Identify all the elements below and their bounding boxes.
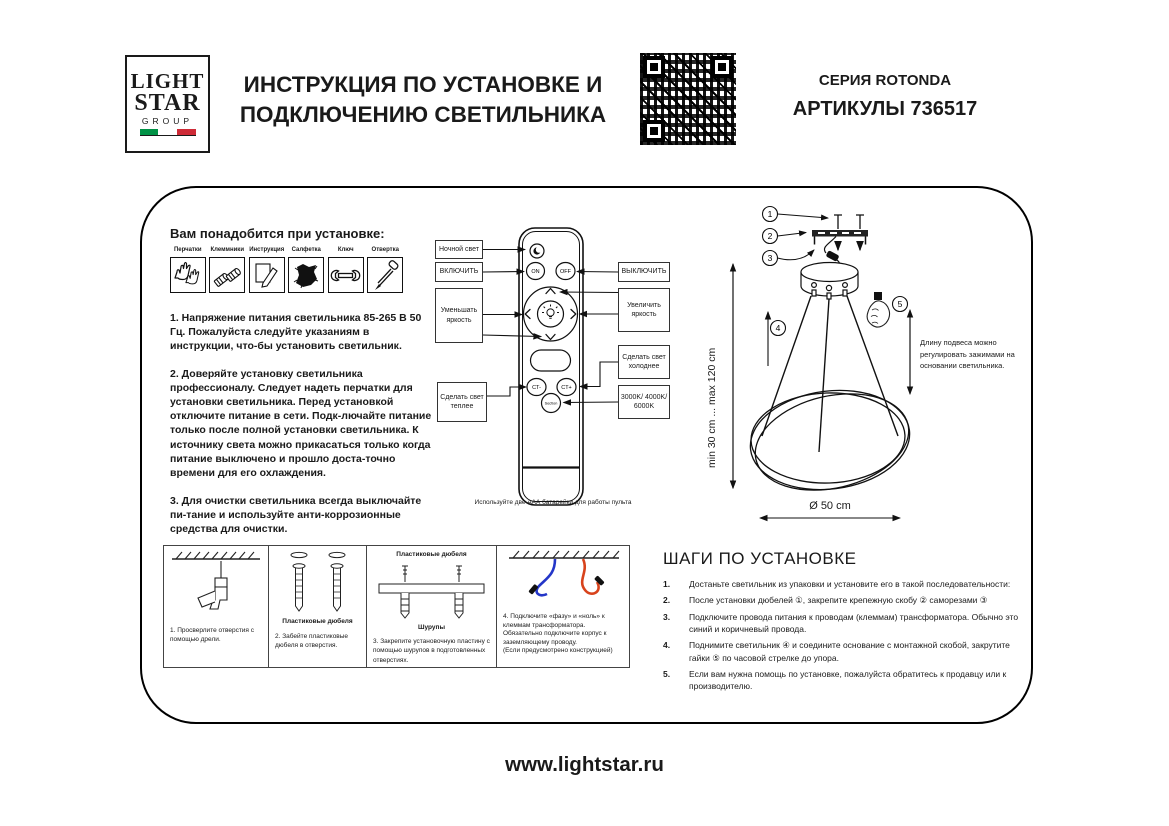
step-text: Достаньте светильник из упаковки и установите его в такой последовательности: <box>689 579 1011 589</box>
dowels-label-top: Пластиковые дюбеля <box>396 551 467 558</box>
logo-text: STAR <box>134 89 201 116</box>
tool-label: Инструкция <box>249 247 285 253</box>
tool-instruction <box>247 247 287 293</box>
callout-leaders <box>778 214 829 260</box>
label-warmer-light: Сделать свет теплее <box>437 382 487 422</box>
rotonda-ring <box>745 380 919 505</box>
wrench-icon <box>329 259 362 292</box>
canopy-base <box>801 263 858 300</box>
step-text: Если вам нужна помощь по установке, пожалуйста обратитесь к продавцу или к производителю. <box>689 668 1007 692</box>
panel-drill <box>163 545 269 668</box>
panel-wiring <box>496 545 630 668</box>
tool-screwdriver <box>366 247 406 293</box>
diameter-label: Ø 50 cm <box>809 500 851 512</box>
hand-with-clamp-icon <box>867 292 889 327</box>
tools-heading: Вам понадобится при установке: <box>170 226 385 241</box>
height-range-label: min 30 cm ... max 120 cm <box>706 347 718 468</box>
adjustment-note: Длину подвеса можно регулировать зажимами на основании светильника. <box>920 338 1015 371</box>
step-number: 5. <box>663 668 671 679</box>
warning-paragraph: 1. Напряжение питания светильника 85-265 В 50 Гц. Пожалуйста следуйте указаниям в инструкции, что-бы установить светильник. <box>170 312 422 353</box>
wiring-illustration <box>497 546 629 610</box>
panel-dowels <box>268 545 367 668</box>
page-title <box>228 70 618 129</box>
blue-wire <box>537 559 555 595</box>
article-number: АРТИКУЛЫ 736517 <box>792 98 978 120</box>
step-item <box>663 611 1019 636</box>
red-wire <box>582 559 598 594</box>
step-item <box>663 578 1019 590</box>
plate-illustration <box>367 560 496 626</box>
label-increase-brightness: Увеличить яркость <box>618 288 670 332</box>
screwdriver-icon <box>369 259 402 292</box>
title-line: ПОДКЛЮЧЕНИЮ СВЕТИЛЬНИКА <box>239 101 607 127</box>
tool-terminals <box>208 247 248 293</box>
panel-caption: 4. Подключите «фазу» и «ноль» к клеммам трансформатора. <box>503 613 605 630</box>
panel-caption: Обязательно подключите корпус к заземляющему проводу. <box>503 630 607 647</box>
warning-paragraph: 3. Для очистки светильника всегда выключайте пи-тание и используйте анти-коррозионные средства для очистки. <box>170 494 422 535</box>
step-text: Поднимите светильник ④ и соедините основание с монтажной скобой, закрутите гайки ⑤ по часовой стрелке до упора. <box>689 640 1010 663</box>
italian-flag-icon <box>140 129 196 136</box>
label-cooler-light: Сделать свет холоднее <box>618 345 670 379</box>
napkin-icon <box>290 259 323 292</box>
tool-napkin <box>287 247 327 293</box>
tools-row <box>168 247 405 293</box>
callout-3: 3 <box>767 252 773 263</box>
terminals-icon <box>211 259 244 292</box>
callout-1: 1 <box>767 208 773 219</box>
label-decrease-brightness: Уменьшать яркость <box>435 288 483 343</box>
battery-note: Используйте две ААА батарейки для работы пульта <box>474 499 632 506</box>
section-label: Section <box>544 401 558 406</box>
label-color-temperatures: 3000K/ 4000K/ 6000K <box>618 385 670 419</box>
dowels-illustration <box>269 546 366 618</box>
logo-text: LIGHT <box>130 69 205 94</box>
on-button-label: ON <box>531 269 540 275</box>
panel-caption: 3. Закрепите установочную пластину с помощью шурупов в подготовленных отверстиях. <box>373 638 490 664</box>
lightstar-logo <box>125 55 210 153</box>
step-number: 2. <box>663 595 671 606</box>
night-light-button <box>530 244 544 258</box>
tool-label: Ключ <box>337 247 354 253</box>
tool-label: Отвертка <box>371 247 399 253</box>
tool-gloves <box>168 247 208 293</box>
title-line: ИНСТРУКЦИЯ ПО УСТАНОВКЕ И <box>243 72 603 97</box>
warning-paragraph: 2. Доверяйте установку светильника профессионалу. Следует надеть перчатки для установки светильника. Перед установкой отключите питание в сети. Подк-лючайте питание только после полной установки светильника. К источнику света можно прикасаться только когда питание выключено и прошло доста-точно времени для его охлаждения. <box>170 368 432 479</box>
logo-text: GROUP <box>141 115 194 126</box>
off-button-label: OFF <box>560 269 571 275</box>
qr-code <box>640 53 736 145</box>
blank-button <box>531 350 571 371</box>
panel-plate <box>366 545 497 668</box>
ct-plus-label: CT+ <box>561 385 572 391</box>
step-number: 3. <box>663 611 671 622</box>
step-text: После установки дюбелей ①, закрепите крепежную скобу ② саморезами ③ <box>689 595 988 606</box>
step-text: Подключите провода питания к проводам (клеммам) трансформатора. Обычно это синий и коричневый провода. <box>689 611 1019 634</box>
step-number: 4. <box>663 640 671 651</box>
dowels-label: Пластиковые дюбеля <box>282 618 353 625</box>
label-night-light: Ночной свет <box>435 240 483 259</box>
series-name: СЕРИЯ ROTONDA <box>818 72 952 89</box>
qr-finder-icon <box>643 120 665 142</box>
tool-wrench <box>326 247 366 293</box>
label-turn-off: ВЫКЛЮЧИТЬ <box>618 262 670 282</box>
panel-caption: 2. Забейте пластиковые дюбеля в отверстия. <box>275 633 349 650</box>
panel-caption: (Если предусмотрено конструкцией) <box>503 647 613 654</box>
safety-warnings <box>170 311 433 550</box>
tool-label: Клеммники <box>210 247 245 253</box>
callout-4: 4 <box>775 322 781 333</box>
installation-steps <box>663 549 1019 697</box>
qr-finder-icon <box>643 56 665 78</box>
callout-2: 2 <box>767 230 773 241</box>
website-url: www.lightstar.ru <box>505 753 664 776</box>
tool-label: Перчатки <box>173 247 202 253</box>
instruction-icon <box>250 259 283 292</box>
callout-5: 5 <box>897 298 903 309</box>
tool-label: Салфетка <box>291 247 321 253</box>
step-item <box>663 668 1019 693</box>
installation-panels <box>163 545 630 668</box>
steps-heading: ШАГИ ПО УСТАНОВКЕ <box>663 549 857 568</box>
gloves-icon <box>171 259 204 292</box>
step-number: 1. <box>663 579 671 589</box>
drill-illustration <box>164 546 268 622</box>
qr-finder-icon <box>711 56 733 78</box>
step-item <box>663 594 1019 606</box>
step-item <box>663 639 1019 664</box>
panel-caption: 1. Просверлите отверстия с помощью дрели. <box>170 627 255 644</box>
label-turn-on: ВКЛЮЧИТЬ <box>435 262 483 282</box>
ct-minus-label: CT- <box>532 385 541 391</box>
suspension-cables <box>762 296 898 452</box>
product-identity <box>762 72 1008 121</box>
screws-label: Шурупы <box>417 624 446 631</box>
